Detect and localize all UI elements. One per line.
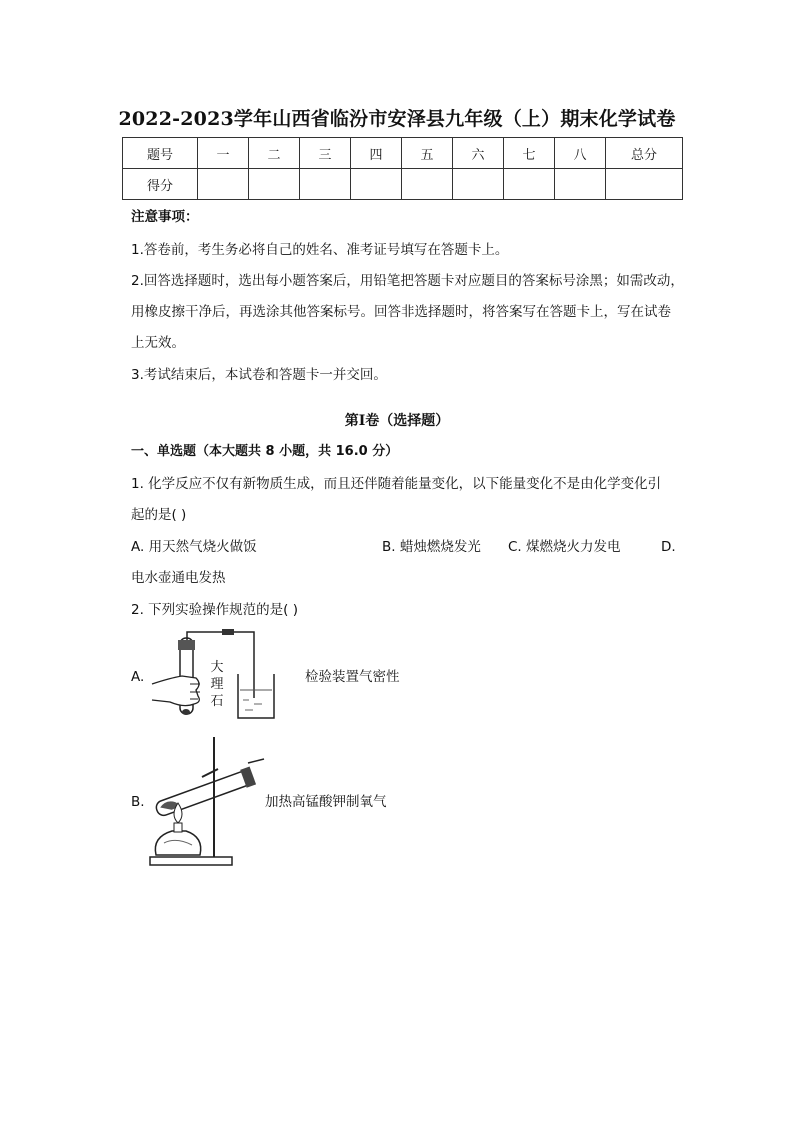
score-input-cell[interactable] [555,169,606,200]
exam-title: 2022-2023学年山西省临汾市安泽县九年级（上）期末化学试卷 [118,108,676,130]
table-cell: 七 [504,138,555,169]
note-1: 1.答卷前，考生务必将自己的姓名、准考证号填写在答题卡上。 [131,242,509,258]
note-2-line-3: 上无效。 [131,335,185,351]
score-input-cell[interactable] [198,169,249,200]
section-title: 第Ⅰ卷（选择题） [344,413,450,429]
table-cell: 题号 [123,138,198,169]
q2-option-b-label[interactable]: B. [131,794,145,810]
table-cell: 五 [402,138,453,169]
marble-label: 大 理 石 [210,660,224,709]
q1-stem-line-2: 起的是( ) [131,507,187,523]
table-cell: 一 [198,138,249,169]
table-cell: 三 [300,138,351,169]
q1-option-d-label[interactable]: D. [661,539,676,555]
q1-option-d-text: 电水壶通电发热 [131,570,226,586]
q2-stem: 2. 下列实验操作规范的是( ) [131,602,298,618]
score-table-score-row [123,169,683,200]
note-3: 3.考试结束后，本试卷和答题卡一并交回。 [131,367,387,383]
score-input-cell[interactable] [606,169,683,200]
table-cell: 四 [351,138,402,169]
table-cell: 六 [453,138,504,169]
q1-option-b[interactable]: B. 蜡烛燃烧发光 [382,539,481,555]
part1-heading: 一、单选题（本大题共 8 小题，共 16.0 分） [131,444,399,459]
score-table [122,137,683,200]
note-2-line-1: 2.回答选择题时，选出每小题答案后，用铅笔把答题卡对应题目的答案标号涂黑；如需改动， [131,273,684,289]
score-input-cell[interactable] [300,169,351,200]
note-2-line-2: 用橡皮擦干净后，再选涂其他答案标号。回答非选择题时，将答案写在答题卡上，写在试卷 [131,304,671,320]
q2-option-a-caption: 检验装置气密性 [305,669,400,685]
score-input-cell[interactable] [402,169,453,200]
score-input-cell[interactable] [504,169,555,200]
score-input-cell[interactable] [351,169,402,200]
score-input-cell[interactable] [453,169,504,200]
score-input-cell[interactable] [249,169,300,200]
q2-option-a-label[interactable]: A. [131,669,145,685]
score-table-header-row [123,138,683,169]
notes-heading: 注意事项： [131,209,199,225]
heating-apparatus-illustration [146,733,266,873]
q1-stem-line-1: 1. 化学反应不仅有新物质生成，而且还伴随着能量变化，以下能量变化不是由化学变化引 [131,476,662,492]
table-cell: 总分 [606,138,683,169]
q1-option-c[interactable]: C. 煤燃烧火力发电 [508,539,621,555]
q1-option-a[interactable]: A. 用天然气烧火做饭 [131,539,257,555]
q2-option-b-caption: 加热高锰酸钾制氧气 [265,794,387,810]
table-cell: 二 [249,138,300,169]
table-cell: 八 [555,138,606,169]
table-cell: 得分 [123,169,198,200]
